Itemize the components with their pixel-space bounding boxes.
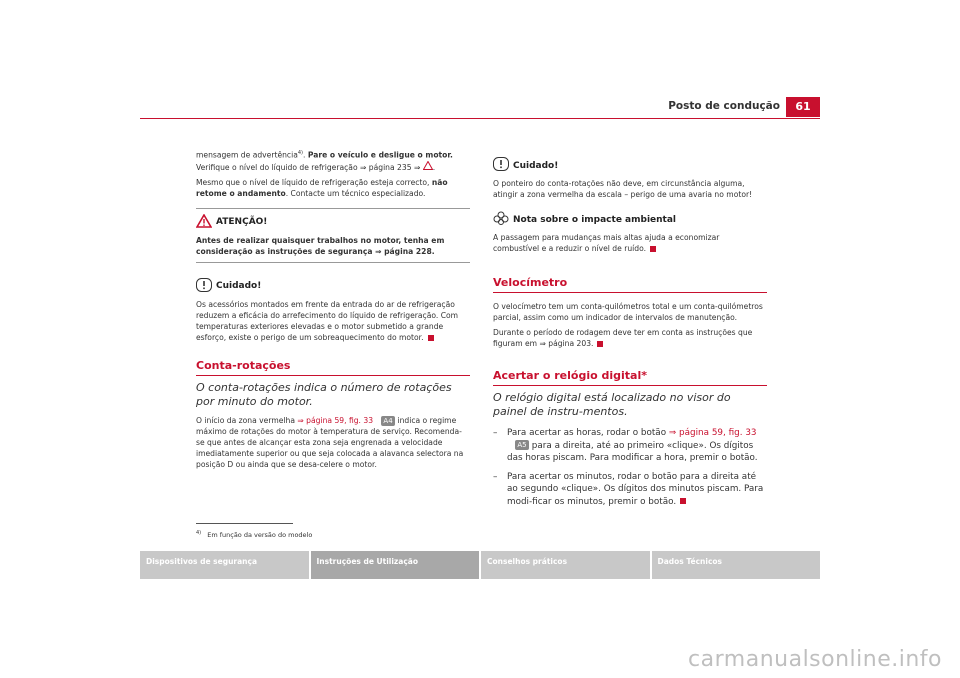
page-header-title: Posto de condução (668, 100, 780, 112)
page-reference-link[interactable]: ⇒ página 59, fig. 33 (297, 415, 374, 425)
end-mark-icon (428, 335, 434, 341)
environment-text (493, 232, 767, 254)
text: Para acertar as horas, rodar o botão (507, 428, 669, 438)
nav-tab-instrucoes[interactable]: Instruções de Utilização (311, 551, 480, 579)
footnote-mark: 4) (196, 530, 202, 536)
list-dash: – (493, 471, 498, 482)
figure-tag: A5 (515, 440, 529, 450)
section-lead: O conta-rotações indica o número de rotações por minuto do motor. (196, 380, 452, 408)
environment-note (493, 210, 767, 254)
text: indica o regime máximo de rotações do motor à temperatura de serviço. Recomenda-se que antes de alcançar esta zona seja engrenada a velocidade imediatamente superior ou que seja colocada a alavanca selectora na posição D ou ainda que se desa-celere o motor. (196, 415, 464, 469)
warning-text: Antes de realizar quaisquer trabalhos no motor, tenha em consideração as instruções de segurança ⇒ página 228. (196, 235, 445, 256)
section-velocimetro (493, 276, 767, 349)
caution-exclamation-icon (196, 277, 212, 296)
caution-title: Cuidado! (513, 160, 559, 171)
section-title: Velocímetro (493, 276, 767, 293)
text: Durante o período de rodagem deve ter em conta as instruções que figuram em ⇒ página 203. (493, 328, 753, 348)
footnote-rule (196, 523, 293, 524)
caution-box (493, 156, 767, 200)
nav-tab-dispositivos[interactable]: Dispositivos de segurança (140, 551, 309, 579)
nav-tab-conselhos[interactable]: Conselhos práticos (481, 551, 650, 579)
section-paragraph: O velocímetro tem um conta-quilómetros total e um conta-quilómetros parcial, assim como um indicador de intervalos de manutenção. (493, 302, 763, 322)
nav-tab-dados[interactable]: Dados Técnicos (652, 551, 821, 579)
text: Verifique o nível do líquido de refrigeração ⇒ página 235 ⇒ (196, 162, 423, 172)
section-paragraph (196, 415, 470, 470)
footnote-ref: 4) (297, 150, 304, 156)
text: Mesmo que o nível de líquido de refrigeração esteja correcto, (196, 177, 432, 187)
text: Os acessórios montados em frente da entrada do ar de refrigeração reduzem a eficácia do arrefecimento do líquido de refrigeração. Com temperaturas exteriores elevadas e o motor submetido a grande esforço, existe o perigo de um sobreaquecimento do motor. (196, 299, 459, 342)
page-number: 61 (786, 97, 820, 117)
warning-header (196, 213, 470, 232)
end-mark-icon (650, 246, 656, 252)
end-mark-icon (680, 498, 686, 504)
footer-nav (140, 551, 820, 579)
figure-tag: A4 (381, 416, 395, 426)
footnote-text: Em função da versão do modelo (207, 531, 313, 540)
text: . (432, 162, 436, 172)
list-text (507, 471, 767, 509)
section-conta-rotacoes (196, 359, 470, 470)
bold-instruction: Pare o veículo e desligue o motor. (307, 150, 453, 160)
section-lead: O relógio digital está localizado no visor do painel de instru-mentos. (493, 391, 731, 418)
left-column (196, 148, 470, 470)
text: . Contacte um técnico especializado. (285, 188, 426, 198)
section-title: Conta-rotações (196, 359, 470, 376)
text: mensagem de advertência (196, 150, 298, 160)
caution-box (196, 277, 470, 343)
text: A passagem para mudanças mais altas ajuda a economizar combustível e a reduzir o nível de ruído. (493, 233, 720, 253)
section-relogio (493, 369, 767, 508)
list-item (493, 471, 767, 509)
text: O início da zona vermelha (196, 415, 298, 425)
warning-triangle-icon (196, 213, 212, 232)
caution-exclamation-icon (493, 156, 509, 175)
text: Para acertar os minutos, rodar o botão para a direita até ao segundo «clique». Os dígitos dos minutos piscam. Para modi-ficar os minutos, premir o botão. (507, 471, 764, 507)
caution-header (196, 277, 470, 296)
caution-text (196, 299, 470, 343)
warning-title: ATENÇÃO! (216, 217, 268, 228)
coolant-warning-paragraph (196, 148, 470, 173)
caution-header (493, 156, 767, 175)
watermark: carmanualsonline.info (688, 647, 942, 672)
section-paragraph (493, 327, 767, 349)
bold-instruction: não retome o andamento (196, 177, 448, 198)
environment-header (493, 210, 767, 229)
environment-flower-icon (493, 210, 509, 229)
list-dash: – (493, 428, 498, 438)
list-item (493, 427, 767, 465)
header-rule (140, 118, 820, 119)
text: para a direita, até ao primeiro «clique». Os dígitos das horas piscam. Para modificar a hora, premir o botão. (507, 440, 758, 463)
list-text (507, 427, 767, 465)
caution-text: O ponteiro do conta-rotações não deve, em circunstância alguma, atingir a zona vermelha da escala – perigo de uma avaria no motor! (493, 179, 753, 199)
environment-title: Nota sobre o impacte ambiental (513, 214, 677, 225)
footnote (196, 530, 312, 539)
end-mark-icon (597, 341, 603, 347)
caution-title: Cuidado! (216, 281, 262, 292)
section-title: Acertar o relógio digital* (493, 369, 767, 386)
coolant-level-paragraph (196, 177, 470, 199)
text: . (303, 150, 308, 160)
page-reference-link[interactable]: ⇒ página 59, fig. 33 (668, 428, 757, 438)
warning-triangle-icon (423, 162, 436, 172)
right-column (493, 148, 767, 508)
warning-box (196, 208, 470, 263)
